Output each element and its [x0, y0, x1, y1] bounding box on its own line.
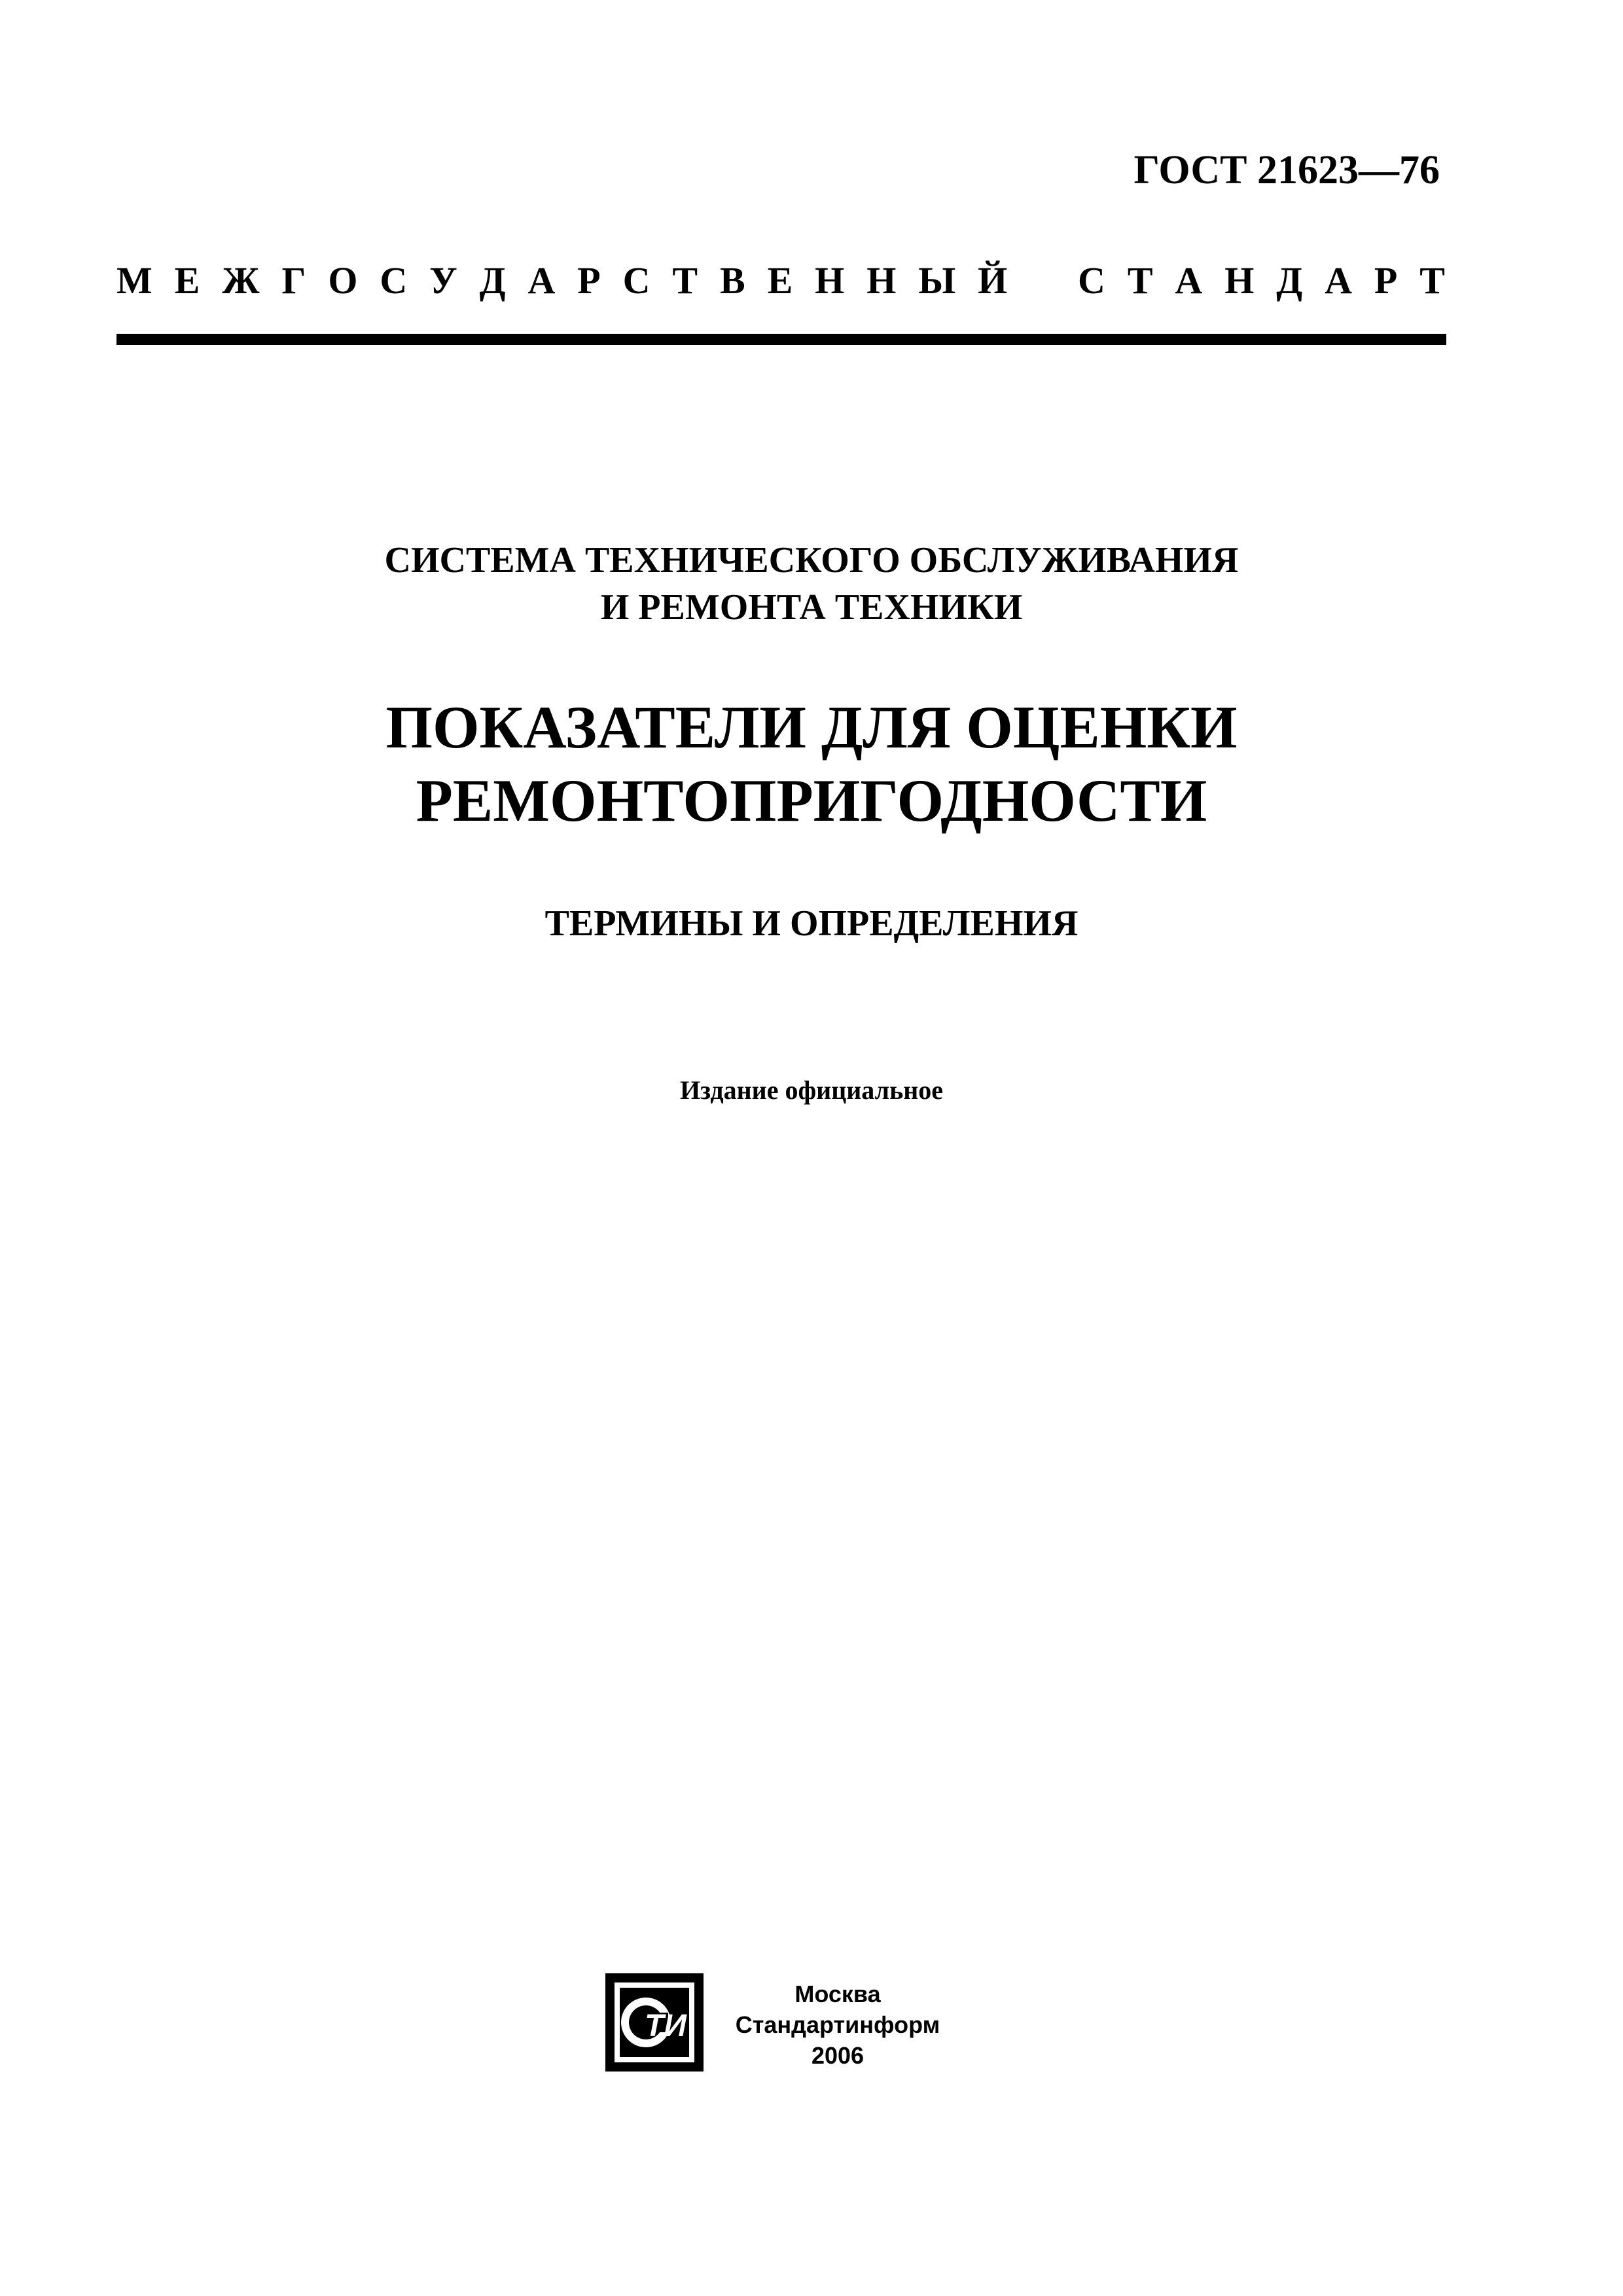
document-title: [0, 691, 1623, 837]
standard-type-letter: Н: [866, 259, 897, 302]
standard-type-letter: Д: [479, 259, 506, 302]
publisher-name: Стандартинформ: [735, 2011, 940, 2038]
standard-type-letter: Н: [815, 259, 845, 302]
series-title-line-1: СИСТЕМА ТЕХНИЧЕСКОГО ОБСЛУЖИВАНИЯ: [384, 540, 1239, 581]
standard-type-letter: Н: [1224, 259, 1255, 302]
standard-type-letter: Е: [174, 259, 200, 302]
standard-type-heading: [116, 259, 1445, 302]
standard-type-letter: С: [1078, 259, 1105, 302]
header-rule: [116, 334, 1446, 345]
standard-type-gap: [1029, 262, 1056, 300]
standard-type-letter: Р: [1374, 259, 1398, 302]
standard-type-letter: Ж: [222, 259, 260, 302]
document-subtitle: ТЕРМИНЫ И ОПРЕДЕЛЕНИЯ: [544, 903, 1079, 944]
standard-type-letter: Т: [672, 259, 698, 302]
publication-year: 2006: [811, 2042, 865, 2069]
publisher-imprint: [605, 1973, 952, 2091]
standard-type-letter: М: [116, 259, 152, 302]
standard-type-letter: Й: [978, 259, 1008, 302]
svg-text:ТИ: ТИ: [645, 2009, 687, 2043]
document-title-line-1: ПОКАЗАТЕЛИ ДЛЯ ОЦЕНКИ: [385, 694, 1238, 761]
standard-type-letter: А: [527, 259, 556, 302]
document-number: ГОСТ 21623—76: [1133, 148, 1440, 192]
standard-type-letter: А: [1325, 259, 1352, 302]
standard-type-letter: Т: [1127, 259, 1153, 302]
standard-type-letter: А: [1175, 259, 1203, 302]
standard-type-letter: С: [380, 259, 408, 302]
standard-type-letter: Д: [1276, 259, 1303, 302]
standartinform-logo-icon: [605, 1973, 704, 2072]
series-title: [0, 537, 1623, 631]
standard-type-letter: У: [429, 259, 457, 302]
series-title-line-2: И РЕМОНТА ТЕХНИКИ: [600, 587, 1023, 628]
publisher-info: [726, 1979, 949, 2071]
standard-type-letter: В: [719, 259, 745, 302]
standard-type-letter: С: [622, 259, 651, 302]
standard-type-letter: Р: [577, 259, 601, 302]
standard-type-letter: Ы: [918, 259, 956, 302]
standard-type-letter: Г: [281, 259, 306, 302]
standard-type-letter: Е: [767, 259, 793, 302]
standard-type-letter: Т: [1419, 259, 1445, 302]
edition-note: Издание официальное: [679, 1075, 944, 1105]
standard-type-letter: О: [328, 259, 358, 302]
document-title-line-2: РЕМОНТОПРИГОДНОСТИ: [416, 767, 1207, 834]
publisher-city: Москва: [794, 1981, 881, 2007]
